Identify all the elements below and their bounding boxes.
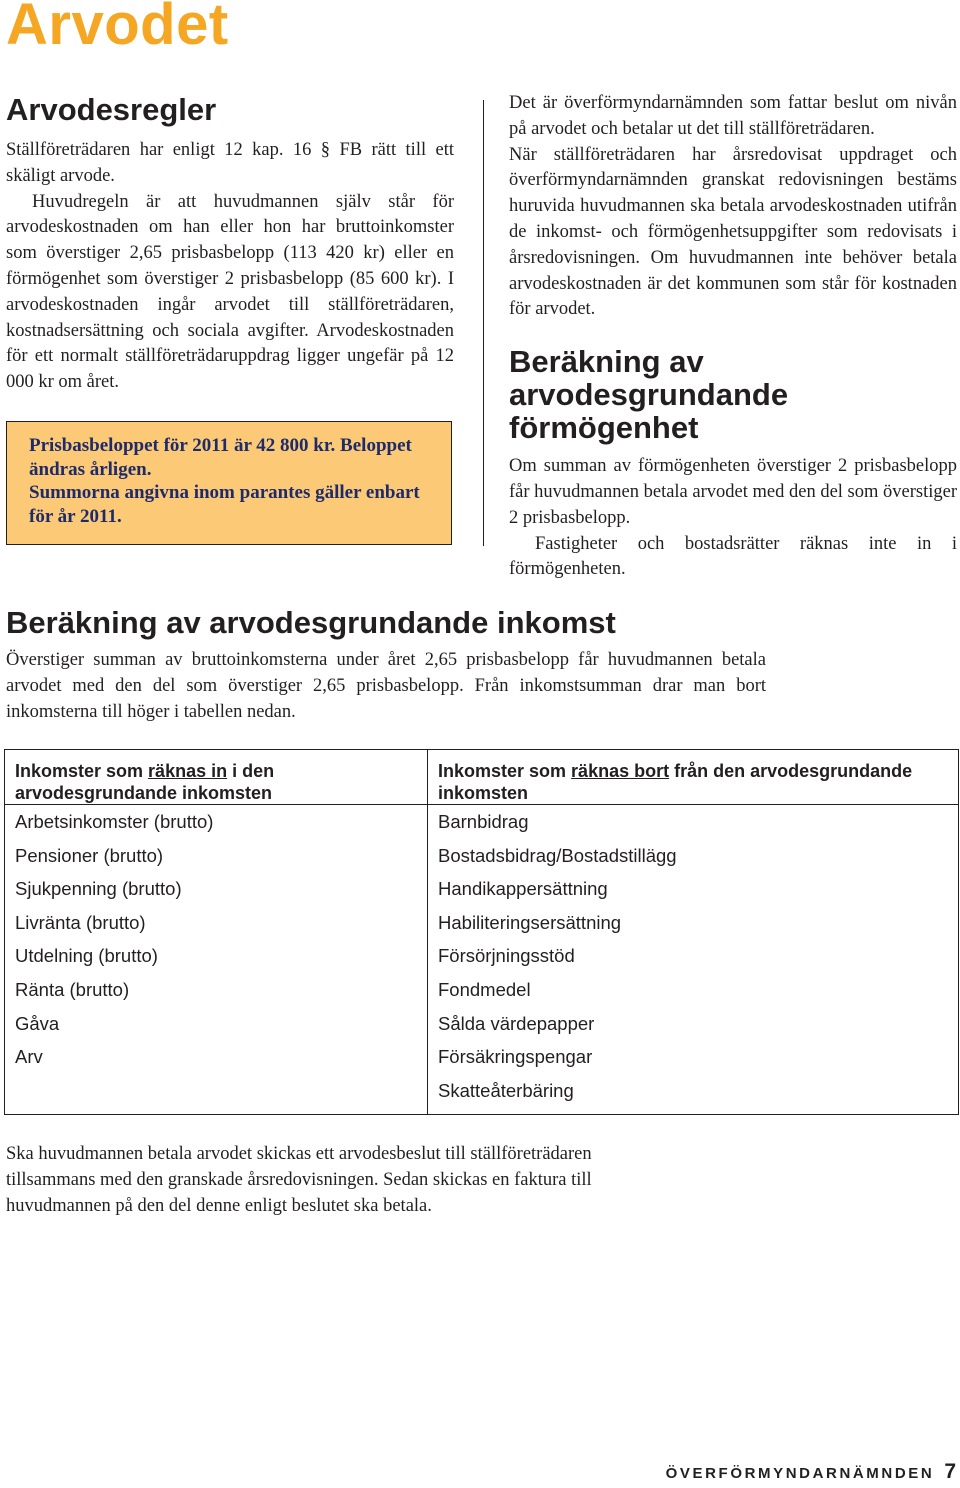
page-footer: [666, 1462, 956, 1484]
header-underlined-text: räknas bort: [571, 761, 670, 781]
arvodesregler-section: [6, 92, 454, 396]
table-row: [5, 973, 959, 1007]
right-paragraph-1: Det är överförmyndarnämnden som fattar beslut om nivån på arvodet och betalar ut det till ställföreträdaren.: [509, 93, 957, 139]
excluded-income-cell: Habiliteringsersättning: [428, 906, 959, 940]
excluded-income-cell: Barnbidrag: [428, 805, 959, 839]
excluded-income-cell: Sålda värdepapper: [428, 1007, 959, 1041]
excluded-income-cell: Fondmedel: [428, 973, 959, 1007]
included-income-cell: Sjukpenning (brutto): [5, 872, 428, 906]
included-income-header: [5, 750, 428, 805]
header-text: från den arvodesgrundande inkomsten: [438, 761, 913, 803]
header-text: i den arvodesgrundande inkomsten: [15, 761, 275, 803]
included-income-cell: Pensioner (brutto): [5, 839, 428, 873]
header-text: Inkomster som: [15, 761, 149, 781]
arvodesregler-paragraph-1: Ställföreträdaren har enligt 12 kap. 16 § FB rätt till ett skäligt arvode.: [6, 140, 454, 186]
table-row: [5, 872, 959, 906]
excluded-income-cell: Försörjningsstöd: [428, 939, 959, 973]
footer-organization: ÖVERFÖRMYNDARNÄMNDEN: [665, 1465, 935, 1482]
included-income-cell: Gåva: [5, 1007, 428, 1041]
formogenhet-paragraph-1: Om summan av förmögenheten överstiger 2 prisbasbelopp får huvudmannen betala arvodet med den del som överstiger 2 prisbasbelopp.: [509, 456, 957, 528]
arvodesregler-heading: Arvodesregler: [6, 92, 217, 127]
table-row: [5, 1074, 959, 1115]
page-title: Arvodet: [6, 0, 229, 57]
excluded-income-cell: Skatteåterbäring: [428, 1074, 959, 1115]
table-row: [5, 906, 959, 940]
table-row: [5, 939, 959, 973]
page-number: 7: [944, 1460, 956, 1483]
income-heading: Beräkning av arvodesgrundande inkomst: [6, 605, 616, 640]
included-income-cell: Ränta (brutto): [5, 973, 428, 1007]
arvodesregler-paragraph-2: Huvudregeln är att huvudmannen själv står för arvodeskostnaden om han eller hon har bruttoinkomster som överstiger 2,65 prisbasbelopp (113 420 kr) eller en förmögenhet som överstiger 2 prisbasbelopp (85 600 kr). I arvodeskostnaden ingår arvodet till ställföreträdaren, kostnadsersättning och sociala avgifter. Arvodeskostnaden för ett normalt ställföreträdaruppdrag ligger ungefär på 12 000 kr om året.: [6, 191, 454, 393]
formogenhet-heading: Beräkning av arvodesgrundande förmögenhet: [509, 344, 789, 446]
right-column: [509, 91, 957, 583]
prisbasbelopp-info-box: [6, 421, 452, 545]
column-divider: [483, 100, 484, 546]
info-box-line-2: Summorna angivna inom parantes gäller enbart för år 2011.: [29, 482, 420, 527]
right-paragraph-2: När ställföreträdaren har årsredovisat uppdraget och överförmyndarnämnden granskat redovisningen bestäms huruvida huvudmannen ska betala arvodeskostnaden utifrån de inkomst- och förmögenhetsuppgifter som redovisats i årsredovisningen. Om huvudmannen inte behöver betala arvodeskostnaden är det kommunen som står för kostnaden för arvodet.: [509, 144, 957, 320]
table-row: [5, 1040, 959, 1074]
excluded-income-cell: Försäkringspengar: [428, 1040, 959, 1074]
included-income-cell: Arv: [5, 1040, 428, 1074]
income-table: [4, 749, 959, 1115]
header-text: Inkomster som: [438, 761, 572, 781]
included-income-cell: Livränta (brutto): [5, 906, 428, 940]
table-row: [5, 805, 959, 839]
closing-section: [6, 1142, 666, 1219]
income-paragraph: Överstiger summan av bruttoinkomsterna under året 2,65 prisbasbelopp får huvudmannen betala arvodet med den del som överstiger 2,65 prisbasbelopp. Från inkomstsumman drar man bort inkomsterna till höger i tabellen nedan.: [6, 650, 766, 722]
included-income-cell: Utdelning (brutto): [5, 939, 428, 973]
included-income-cell: [5, 1074, 428, 1115]
closing-paragraph: Ska huvudmannen betala arvodet skickas ett arvodesbeslut till ställföreträdaren tillsammans med den granskade årsredovisningen. Sedan skickas en faktura till huvudmannen på den del denne enligt beslutet ska betala.: [6, 1144, 592, 1216]
included-income-cell: Arbetsinkomster (brutto): [5, 805, 428, 839]
table-row: [5, 839, 959, 873]
excluded-income-cell: Handikappersättning: [428, 872, 959, 906]
excluded-income-cell: Bostadsbidrag/Bostadstillägg: [428, 839, 959, 873]
excluded-income-header: [428, 750, 959, 805]
formogenhet-paragraph-2: Fastigheter och bostadsrätter räknas inte in i förmögenheten.: [509, 533, 957, 580]
table-header-row: [5, 750, 959, 805]
info-box-line-1: Prisbasbeloppet för 2011 är 42 800 kr. Beloppet ändras årligen.: [29, 435, 412, 480]
table-row: [5, 1007, 959, 1041]
income-section: [6, 604, 766, 725]
header-underlined-text: räknas in: [148, 761, 228, 781]
